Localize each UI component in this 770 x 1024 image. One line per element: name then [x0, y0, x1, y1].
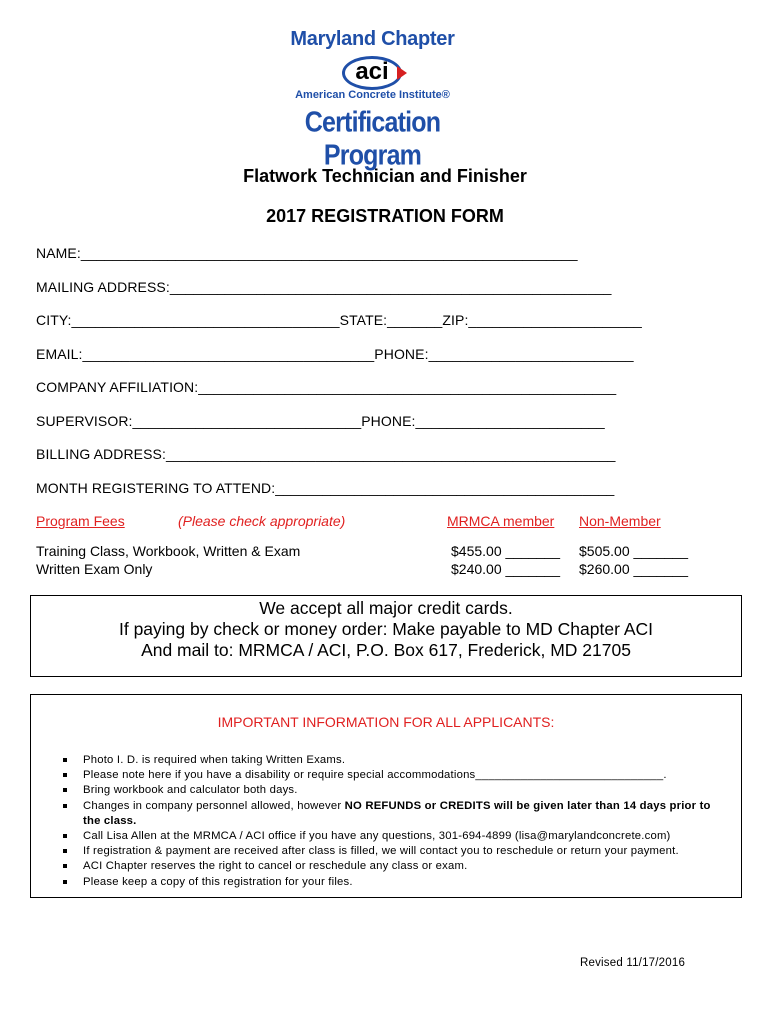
supervisor-phone-field[interactable]: SUPERVISOR:_____________________________PHONE:________________________ [36, 413, 605, 429]
payment-line-cards: We accept all major credit cards. [259, 598, 513, 618]
city-state-zip-field[interactable]: CITY:__________________________________STATE:_______ZIP:______________________ [36, 312, 642, 328]
fee-member-checkbox[interactable]: $455.00 _______ [451, 543, 560, 559]
info-list-item: ACI Chapter reserves the right to cancel or reschedule any class or exam. [83, 859, 723, 874]
info-list-item: Please note here if you have a disability or require special accommodations_____________________________. [83, 768, 723, 783]
info-list-item [83, 799, 723, 829]
company-affiliation-field[interactable]: COMPANY AFFILIATION:_____________________________________________________ [36, 379, 617, 395]
program-fees-header: Program Fees [36, 513, 125, 529]
email-phone-field[interactable]: EMAIL:_____________________________________PHONE:__________________________ [36, 346, 634, 362]
logo-chapter-text: Maryland Chapter [290, 28, 455, 50]
form-subtitle: 2017 REGISTRATION FORM [266, 206, 504, 226]
info-list-item: Photo I. D. is required when taking Written Exams. [83, 753, 723, 768]
important-info-title: IMPORTANT INFORMATION FOR ALL APPLICANTS: [217, 714, 555, 730]
logo-org-text: American Concrete Institute® [295, 89, 450, 101]
fee-nonmember-checkbox[interactable]: $505.00 _______ [579, 543, 688, 559]
revised-date: Revised 11/17/2016 [580, 957, 686, 969]
aci-red-wedge-icon [397, 66, 407, 80]
info-list-item-text: Changes in company personnel allowed, however [83, 799, 345, 812]
fee-row-label: Written Exam Only [36, 561, 153, 577]
form-title: Flatwork Technician and Finisher [243, 166, 527, 186]
fee-nonmember-checkbox[interactable]: $260.00 _______ [579, 561, 688, 577]
fees-instruction: (Please check appropriate) [178, 513, 346, 529]
mailing-address-field[interactable]: MAILING ADDRESS:________________________________________________________ [36, 279, 612, 295]
maryland-chapter-aci-logo [280, 28, 465, 172]
name-field[interactable]: NAME:_______________________________________________________________ [36, 245, 578, 261]
info-list-item: If registration & payment are received after class is filled, we will contact you to reschedule or return your payment. [83, 844, 723, 859]
fee-member-checkbox[interactable]: $240.00 _______ [451, 561, 560, 577]
non-member-column: Non-Member [579, 513, 661, 529]
payment-info-box [30, 595, 742, 677]
info-list-item: Please keep a copy of this registration for your files. [83, 875, 723, 890]
logo-program-text: Certification Program [304, 106, 441, 172]
important-info-box [30, 694, 742, 898]
no-refunds-notice: NO REFUNDS or CREDITS will be given later than 14 days prior to the class. [83, 799, 711, 827]
fee-row-label: Training Class, Workbook, Written & Exam [36, 543, 301, 559]
info-list [61, 753, 723, 890]
month-attend-field[interactable]: MONTH REGISTERING TO ATTEND:___________________________________________ [36, 480, 615, 496]
mrmca-member-column: MRMCA member [447, 513, 555, 529]
payment-line-check: If paying by check or money order: Make payable to MD Chapter ACI [118, 619, 653, 639]
info-list-item: Bring workbook and calculator both days. [83, 783, 723, 798]
info-list-item: Call Lisa Allen at the MRMCA / ACI office if you have any questions, 301-694-4899 (lisa@marylandconcrete.com) [83, 829, 723, 844]
payment-line-mail: And mail to: MRMCA / ACI, P.O. Box 617, Frederick, MD 21705 [141, 640, 631, 660]
logo-aci-text: aci [355, 58, 389, 85]
billing-address-field[interactable]: BILLING ADDRESS:_________________________________________________________ [36, 446, 616, 462]
